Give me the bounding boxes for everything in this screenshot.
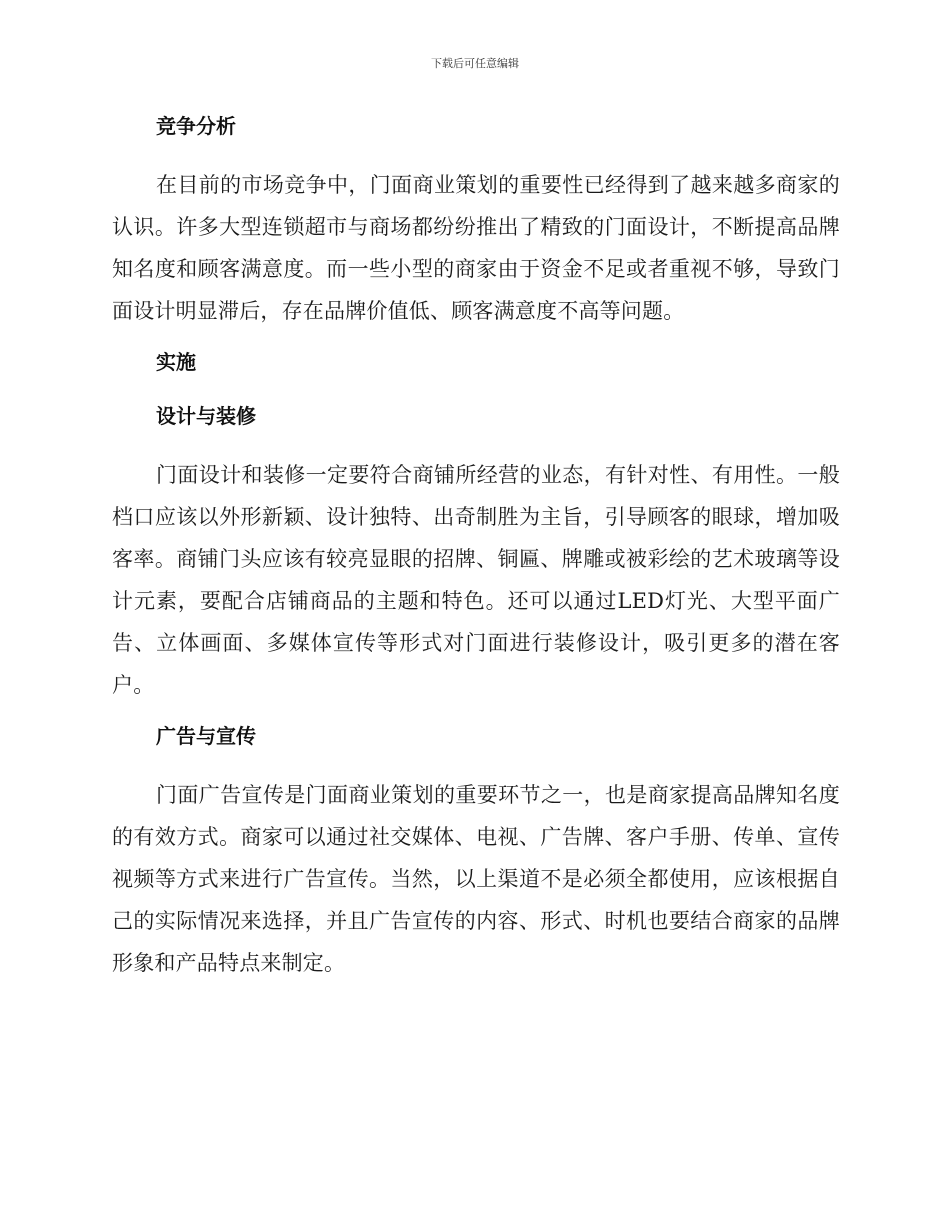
heading-implementation: 实施	[156, 350, 196, 374]
heading-advertising: 广告与宣传	[156, 724, 256, 748]
heading-competition: 竞争分析	[156, 114, 236, 138]
paragraph-design: 门面设计和装修一定要符合商铺所经营的业态，有针对性、有用性。一般档口应该以外形新颖、设计独特、出奇制胜为主旨，引导顾客的眼球，增加吸客率。商铺门头应该有较亮显眼的招牌、铜匾、牌雕或被彩绘的艺术玻璃等设计元素，要配合店铺商品的主题和特色。还可以通过LED灯光、大型平面广告、立体画面、多媒体宣传等形式对门面进行装修设计，吸引更多的潜在客户。	[112, 463, 840, 697]
header-note: 下载后可任意编辑	[431, 57, 519, 70]
paragraph-advertising: 门面广告宣传是门面商业策划的重要环节之一，也是商家提高品牌知名度的有效方式。商家可以通过社交媒体、电视、广告牌、客户手册、传单、宣传视频等方式来进行广告宣传。当然，以上渠道不是必须全都使用，应该根据自己的实际情况来选择，并且广告宣传的内容、形式、时机也要结合商家的品牌形象和产品特点来制定。	[112, 783, 840, 975]
heading-design: 设计与装修	[156, 404, 256, 428]
paragraph-competition: 在目前的市场竞争中，门面商业策划的重要性已经得到了越来越多商家的认识。许多大型连锁超市与商场都纷纷推出了精致的门面设计，不断提高品牌知名度和顾客满意度。而一些小型的商家由于资金不足或者重视不够，导致门面设计明显滞后，存在品牌价值低、顾客满意度不高等问题。	[112, 173, 840, 323]
document-body	[112, 110, 840, 998]
